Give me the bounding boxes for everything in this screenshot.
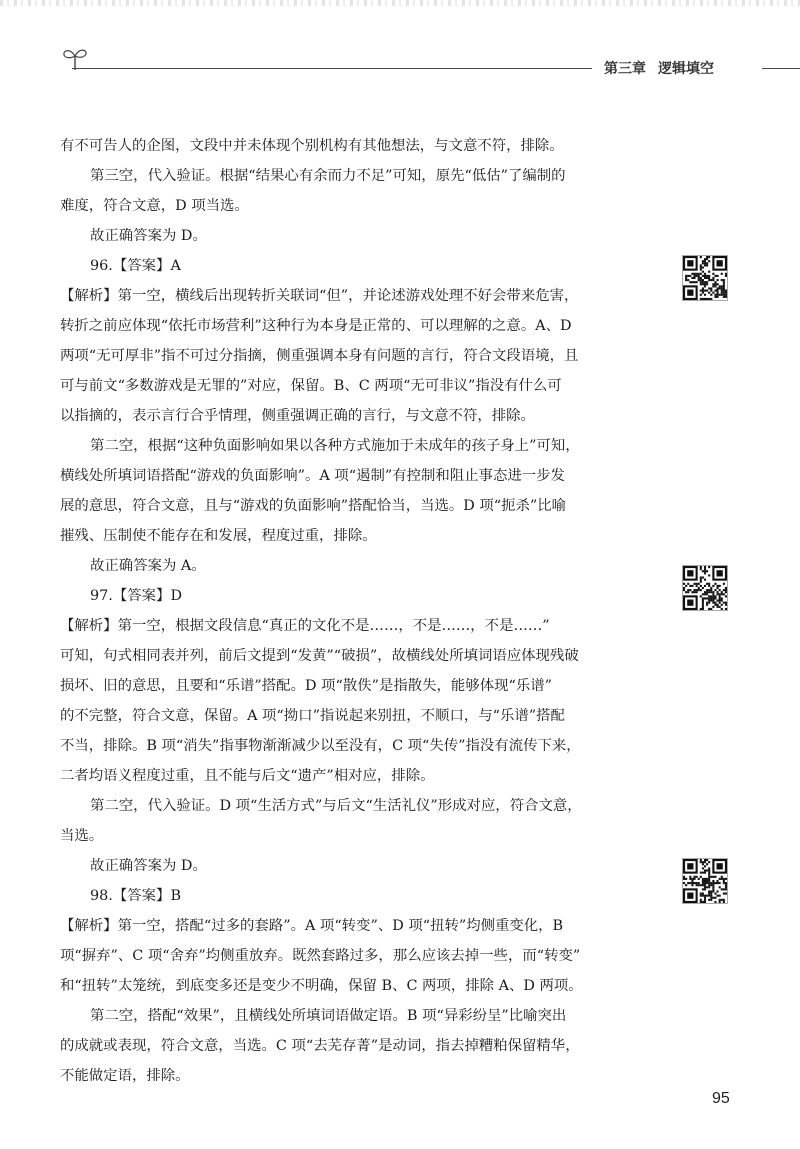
text-line: 故正确答案为 D。 (90, 858, 207, 874)
text-line: 二者均语义程度过重，且不能与后文“遗产”相对应，排除。 (60, 768, 435, 784)
text-line: 以指摘的，表示言行合乎情理，侧重强调正确的言行，与文意不符，排除。 (60, 408, 535, 424)
text-line: 第三空，代入验证。根据“结果心有余而力不足”可知，原先“低估”了编制的 (90, 168, 566, 184)
text-line: 的成就或表现，符合文意，当选。C 项“去芜存菁”是动词，指去掉糟粕保留精华， (60, 1038, 580, 1054)
text-line: 可知，句式相同表并列，前后文提到“发黄”“破损”，故横线处所填词语应体现残破 (60, 648, 579, 664)
chapter-label: 第三章 (604, 61, 646, 77)
text-line: 【解析】第一空，横线后出现转折关联词“但”，并论述游戏处理不好会带来危害， (60, 288, 579, 304)
text-line: 不能做定语，排除。 (60, 1068, 190, 1084)
answer-heading: 98.【答案】B (90, 888, 182, 904)
answer-heading: 97.【答案】D (90, 588, 182, 604)
text-line: 第二空，搭配“效果”，且横线处所填词语做定语。B 项“异彩纷呈”比喻突出 (90, 1008, 567, 1024)
header-rule-left (72, 68, 592, 69)
text-line: 转折之前应体现“依托市场营利”这种行为本身是正常的、可以理解的之意。A、D (60, 318, 572, 334)
text-line: 展的意思，符合文意，且与“游戏的负面影响”搭配恰当，当选。D 项“扼杀”比喻 (60, 498, 567, 514)
text-line: 摧残、压制使不能存在和发展，程度过重，排除。 (60, 528, 377, 544)
page-header (0, 0, 800, 90)
text-line: 故正确答案为 A。 (90, 558, 206, 574)
qr-code-q96[interactable] (682, 255, 728, 301)
text-line: 【解析】第一空，根据文段信息“真正的文化不是……，不是……，不是……” (60, 618, 550, 634)
text-line: 有不可告人的企图，文段中并未体现个别机构有其他想法，与文意不符，排除。 (60, 138, 564, 154)
page-body (60, 131, 665, 1091)
header-rule-right (762, 68, 800, 69)
text-line: 第二空，根据“这种负面影响如果以各种方式施加于未成年的孩子身上”可知， (90, 438, 580, 454)
page-number: 95 (712, 1090, 730, 1107)
text-line: 当选。 (60, 828, 104, 844)
text-line: 项“摒弃”、C 项“舍弃”均侧重放弃。既然套路过多，那么应该去掉一些，而“转变” (60, 948, 581, 964)
text-line: 两项“无可厚非”指不可过分指摘，侧重强调本身有问题的言行，符合文段语境，且 (60, 348, 579, 364)
text-line: 不当，排除。B 项“消失”指事物渐渐减少以至没有，C 项“失传”指没有流传下来， (60, 738, 581, 754)
text-line: 【解析】第一空，搭配“过多的套路”。A 项“转变”、D 项“扭转”均侧重变化，B (60, 918, 564, 934)
text-line: 故正确答案为 D。 (90, 228, 207, 244)
section-label: 逻辑填空 (658, 61, 714, 77)
text-line: 难度，符合文意，D 项当选。 (60, 198, 249, 214)
answer-heading: 96.【答案】A (90, 258, 181, 274)
running-head (604, 58, 762, 80)
text-line: 第二空，代入验证。D 项“生活方式”与后文“生活礼仪”形成对应，符合文意， (90, 798, 582, 814)
qr-code-q97[interactable] (682, 565, 728, 611)
text-line: 横线处所填词语搭配“游戏的负面影响”。A 项“遏制”有控制和阻止事态进一步发 (60, 468, 565, 484)
text-line: 的不完整，符合文意，保留。A 项“拗口”指说起来别扭，不顺口，与“乐谱”搭配 (60, 708, 565, 724)
text-line: 和“扭转”太笼统，到底变多还是变少不明确，保留 B、C 两项，排除 A、D 两项。 (60, 978, 583, 994)
text-line: 可与前文“多数游戏是无罪的”对应，保留。B、C 两项“无可非议”指没有什么可 (60, 378, 562, 394)
qr-code-q98[interactable] (682, 858, 728, 904)
scan-artifact (0, 0, 800, 6)
text-line: 损坏、旧的意思，且要和“乐谱”搭配。D 项“散佚”是指散失，能够体现“乐谱” (60, 678, 552, 694)
